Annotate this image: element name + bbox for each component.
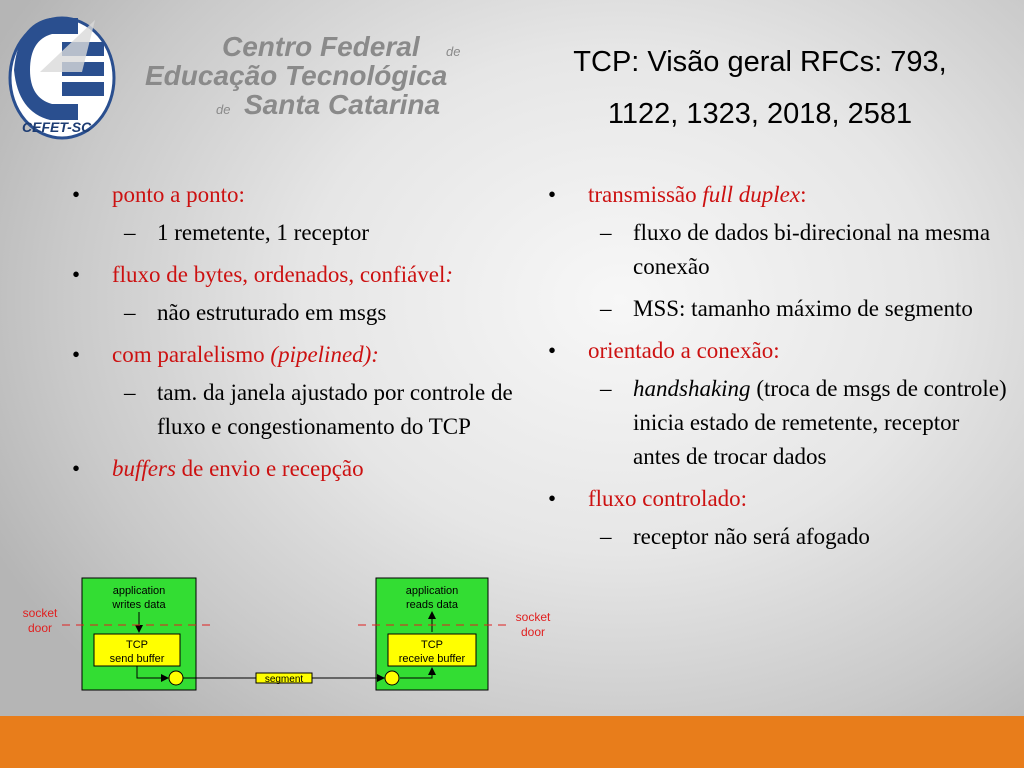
bullet-icon: • — [548, 338, 557, 363]
bullet-text-colon: : — [800, 182, 807, 207]
sub-bullet-text: não estruturado em msgs — [157, 300, 387, 325]
bullet-text: orientado a conexão: — [588, 338, 780, 363]
tcp-left-line2: send buffer — [109, 653, 165, 665]
dash-icon: – — [124, 380, 136, 405]
bullet-item — [548, 482, 1008, 516]
app-right-line1: application — [405, 585, 459, 597]
bullet-text: fluxo controlado: — [588, 486, 748, 511]
sub-bullet-text: tam. da janela ajustado por controle de fluxo e congestionamento do TCP — [157, 380, 513, 439]
sub-bullet-item — [72, 216, 567, 250]
bullet-text-emphasis: (pipelined): — [270, 342, 379, 367]
logo-line3-small: de — [216, 102, 231, 117]
bullet-text-emphasis: full duplex — [702, 182, 801, 207]
dash-icon: – — [600, 376, 612, 401]
logo-line3: Santa Catarina — [244, 89, 441, 120]
sub-bullet-item — [548, 520, 1008, 554]
dash-icon: – — [600, 524, 612, 549]
sub-bullet-item — [72, 376, 567, 444]
bullet-item — [72, 338, 567, 372]
dash-icon: – — [600, 296, 612, 321]
sub-bullet-text: (troca de msgs de controle) inicia estado de remetente, receptor antes de trocar dados — [633, 376, 1007, 469]
left-column — [72, 178, 567, 490]
bullet-icon: • — [548, 486, 557, 511]
sub-bullet-text: fluxo de dados bi-direcional na mesma conexão — [633, 220, 991, 279]
logo-abbr: CEFET-SC — [22, 119, 92, 135]
bullet-icon: • — [72, 456, 81, 481]
socket-door-left-2: door — [27, 621, 53, 635]
title-line1: TCP: Visão geral RFCs: 793, — [573, 46, 947, 78]
dash-icon: – — [124, 300, 136, 325]
app-right-line2: reads data — [406, 599, 458, 611]
bullet-text: transmissão — [588, 182, 703, 207]
bullet-text: fluxo de bytes, ordenados, confiável — [112, 262, 446, 287]
bullet-text-emphasis: buffers — [112, 456, 176, 481]
tcp-buffer-diagram — [0, 570, 560, 700]
receiver-socket-icon — [385, 671, 399, 685]
bullet-text: ponto a ponto: — [112, 182, 245, 207]
bullet-text: de envio e recepção — [175, 456, 364, 481]
slide-title — [500, 36, 1020, 140]
bullet-item — [548, 334, 1008, 368]
bullet-icon: • — [548, 182, 557, 207]
sub-bullet-text: MSS: tamanho máximo de segmento — [633, 296, 973, 321]
bullet-item — [72, 452, 567, 486]
tcp-right-line2: receive buffer — [398, 653, 466, 665]
right-column — [548, 178, 1008, 562]
bullet-icon: • — [72, 262, 81, 287]
app-left-line2: writes data — [112, 599, 166, 611]
dash-icon: – — [124, 220, 136, 245]
sub-bullet-text-emphasis: handshaking — [633, 376, 751, 401]
segment-label: segment — [264, 674, 304, 685]
bullet-text-colon: : — [445, 262, 454, 287]
title-line2: 1122, 1323, 2018, 2581 — [607, 98, 913, 130]
cefet-logo — [0, 0, 490, 150]
bullet-icon: • — [72, 342, 81, 367]
logo-line1: Centro Federal — [222, 31, 420, 62]
dash-icon: – — [600, 220, 612, 245]
bullet-item — [72, 258, 567, 292]
sub-bullet-item — [72, 296, 567, 330]
sub-bullet-text: receptor não será afogado — [633, 524, 870, 549]
sender-socket-icon — [169, 671, 183, 685]
bullet-item — [72, 178, 567, 212]
sub-bullet-item — [548, 292, 1008, 326]
socket-door-right-2: door — [520, 625, 546, 639]
sub-bullet-item — [548, 216, 1008, 284]
sub-bullet-text: 1 remetente, 1 receptor — [157, 220, 369, 245]
bullet-item — [548, 178, 1008, 212]
footer-accent-bar — [0, 716, 1024, 768]
logo-line2: Educação Tecnológica — [145, 60, 448, 91]
socket-door-right-1: socket — [515, 610, 551, 624]
socket-door-left-1: socket — [22, 606, 58, 620]
sub-bullet-item — [548, 372, 1008, 474]
tcp-left-line1: TCP — [126, 639, 148, 651]
logo-line1-small: de — [446, 44, 461, 59]
bullet-icon: • — [72, 182, 81, 207]
bullet-text: com paralelismo — [112, 342, 271, 367]
app-left-line1: application — [112, 585, 166, 597]
tcp-right-line1: TCP — [421, 639, 443, 651]
